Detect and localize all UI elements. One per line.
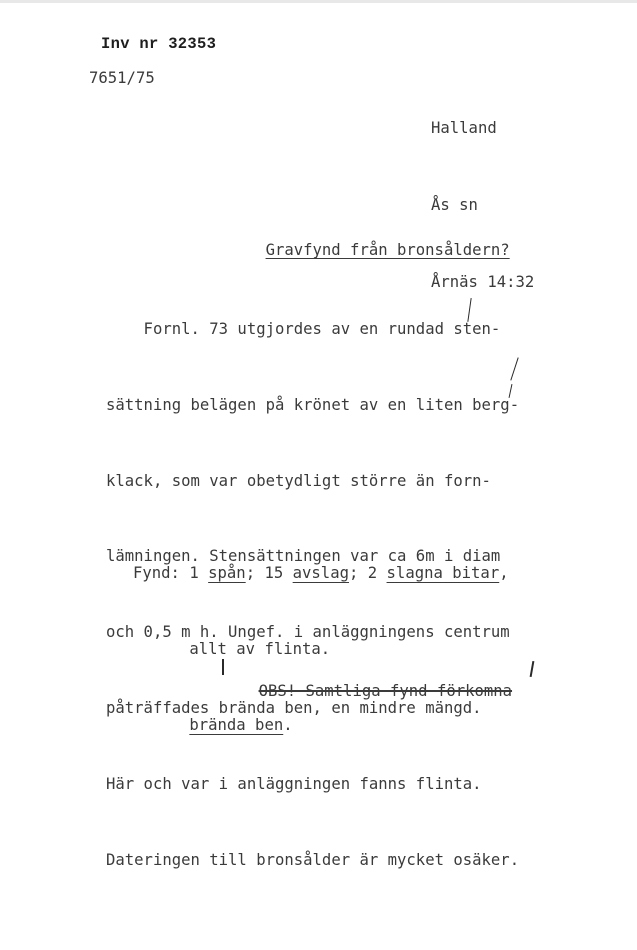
find-item: spån [208,564,246,582]
finds-line-1: Fynd: 1 spån; 15 avslag; 2 slagna bitar, [133,564,509,582]
record-number: 7651/75 [89,69,155,87]
body-line: påträffades brända ben, en mindre mängd. [106,698,482,717]
struck-note: OBS! Samtliga fynd förkomna [258,682,513,700]
body-line: Dateringen till bronsålder är mycket osäker. [106,850,520,869]
find-item: avslag [292,564,349,582]
body-line: Här och var i anläggningen fanns flinta. [106,774,482,793]
location-parish: Ås sn [431,196,478,214]
finds-label: Fynd: [133,564,180,582]
find-item: slagna bitar [386,564,500,582]
inventory-number: Inv nr 32353 [101,35,217,53]
finds-count: 15 [264,564,284,582]
location-property: Årnäs 14:32 [431,273,535,291]
handwritten-bracket [530,661,535,677]
finds-count: 2 [367,564,378,582]
body-line: Fornl. 73 utgjordes av en rundad sten- [106,320,501,338]
body-line: och 0,5 m h. Ungef. i anläggningens centrum [106,623,510,642]
struck-note-wrap [221,655,512,727]
document-title: Gravfynd från bronsåldern? [265,241,510,259]
finds-line-3: brända ben. [189,716,293,734]
finds-material: allt av flinta. [189,640,331,658]
body-line: lämningen. Stensättningen var ca 6m i diam [106,547,501,566]
finds-list [133,511,509,787]
body-line: klack, som var obetydligt större än forn- [106,471,491,490]
find-item: brända ben [189,716,284,734]
body-line: sättning belägen på krönet av en liten berg- [106,395,520,414]
page-edge [0,0,637,3]
location-province: Halland [431,119,497,137]
finds-count: 1 [189,564,199,582]
handwritten-bracket [222,659,224,675]
